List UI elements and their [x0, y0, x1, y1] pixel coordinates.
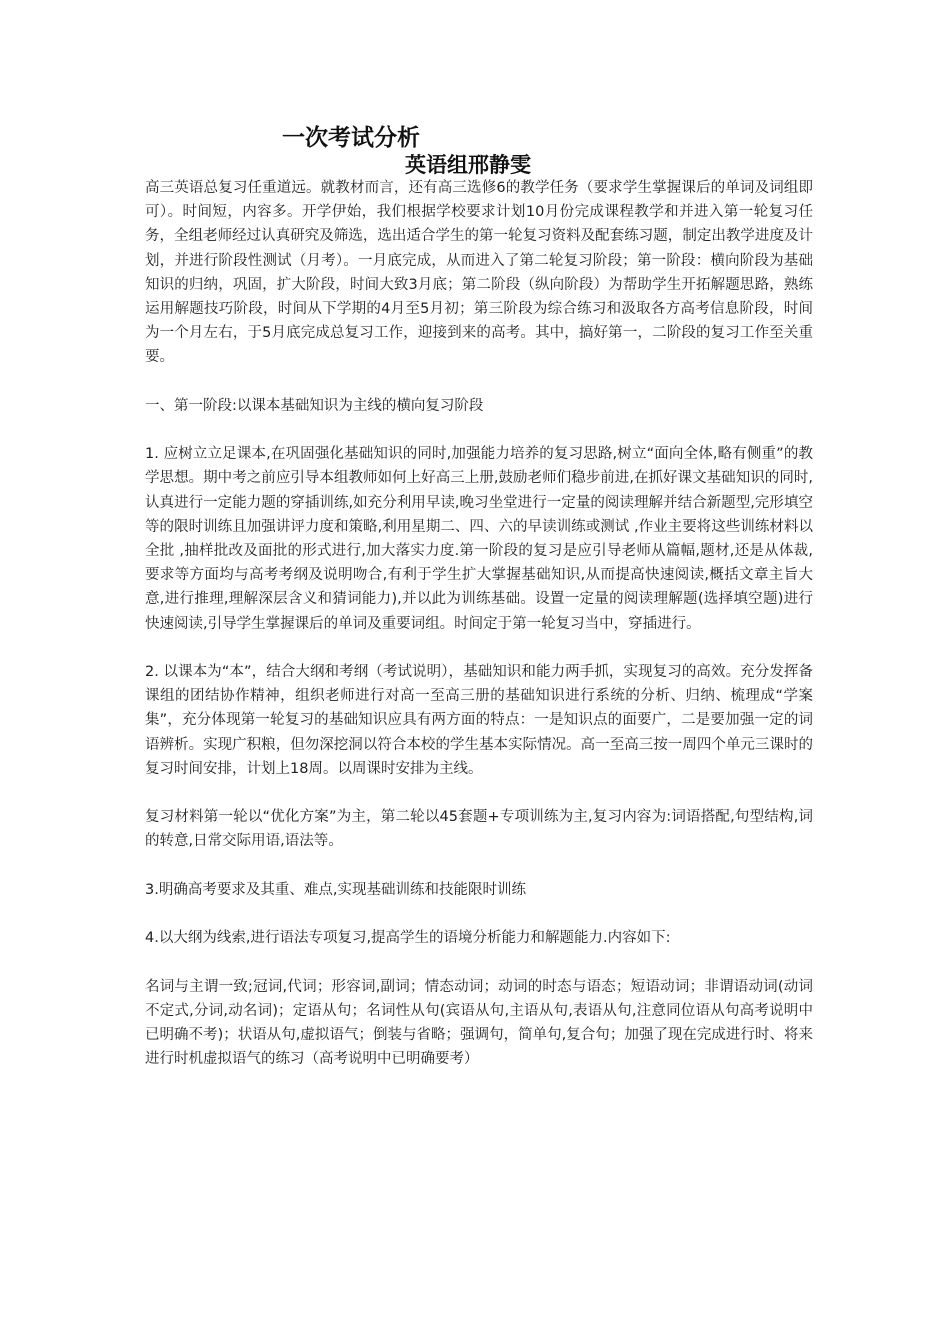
paragraph-spacer	[145, 781, 813, 805]
point-2-paragraph: 2. 以课本为“本”，结合大纲和考纲（考试说明），基础知识和能力两手抓，实现复习的高效。充分发挥备课组的团结协作精神，组织老师进行对高一至高三册的基础知识进行系统的分析、归纳、梳理成“学案集”，充分体现第一轮复习的基础知识应具有两方面的特点：一是知识点的面要广，二是要加强一定的词语辨析。实现广积粮，但勿深挖洞以符合本校的学生基本实际情况。高一至高三按一周四个单元三课时的复习时间安排，计划上18周。以周课时安排为主线。	[145, 664, 813, 777]
paragraph-spacer	[145, 854, 813, 878]
point-1-paragraph: 1. 应树立立足课本,在巩固强化基础知识的同时,加强能力培养的复习思路,树立“面向全体,略有侧重”的教学思想。期中考之前应引导本组教师如何上好高三上册,鼓励老师们稳步前进,在抓好课文基础知识的同时,认真进行一定能力题的穿插训练,如充分利用早读,晚习坐堂进行一定量的阅读理解并结合新题型,完形填空等的限时训练且加强讲评力度和策略,利用星期二、四、六的早读训练或测试 ,作业主要将这些训练材料以全批 ,抽样批改及面批的形式进行,加大落实力度.第一阶段的复习是应引导老师从篇幅,题材,还是从体裁,要求等方面均与高考考纲及说明吻合,有利于学生扩大掌握基础知识,从而提高快速阅读,概括文章主旨大意,进行推理,理解深层含义和猜词能力),并以此为训练基础。设置一定量的阅读理解题(选择填空题)进行快速阅读,引导学生掌握课后的单词及重要词组。时间定于第一轮复习当中，穿插进行。	[145, 446, 813, 632]
paragraph-spacer	[145, 950, 813, 974]
document-author: 英语组邢静雯	[405, 152, 531, 177]
document-body	[145, 176, 813, 1071]
paragraph-spacer	[145, 418, 813, 442]
document-title: 一次考试分析	[282, 124, 420, 151]
paragraph-spacer	[145, 370, 813, 394]
point-4-paragraph: 4.以大纲为线索,进行语法专项复习,提高学生的语境分析能力和解题能力.内容如下:	[145, 930, 671, 947]
materials-paragraph: 复习材料第一轮以“优化方案”为主，第二轮以45套题+专项训练为主,复习内容为:词语搭配,句型结构,词的转意,日常交际用语,语法等。	[145, 809, 813, 850]
section-heading: 一、第一阶段:以课本基础知识为主线的横向复习阶段	[145, 397, 484, 414]
paragraph-spacer	[145, 636, 813, 660]
intro-paragraph: 高三英语总复习任重道远。就教材而言，还有高三选修6的教学任务（要求学生掌握课后的单词及词组即可）。时间短，内容多。开学伊始，我们根据学校要求计划10月份完成课程教学和并进入第一轮复习任务，全组老师经过认真研究及筛选，选出适合学生的第一轮复习资料及配套练习题，制定出教学进度及计划，并进行阶段性测试（月考）。一月底完成，从而进入了第二轮复习阶段；第一阶段：横向阶段为基础知识的归纳，巩固，扩大阶段，时间大致3月底；第二阶段（纵向阶段）为帮助学生开拓解题思路，熟练运用解题技巧阶段，时间从下学期的4月至5月初；第三阶段为综合练习和汲取各方高考信息阶段，时间为一个月左右，于5月底完成总复习工作，迎接到来的高考。其中，搞好第一，二阶段的复习工作至关重要。	[145, 180, 813, 366]
point-3-paragraph: 3.明确高考要求及其重、难点,实现基础训练和技能限时训练	[145, 881, 526, 898]
paragraph-spacer	[145, 902, 813, 926]
grammar-topics-paragraph: 名词与主谓一致;冠词,代词；形容词,副词；情态动词；动词的时态与语态；短语动词；非谓语动词(动词不定式,分词,动名词)；定语从句；名词性从句(宾语从句,主语从句,表语从句,注意同位语从句高考说明中已明确不考)；状语从句,虚拟语气；倒装与省略；强调句，简单句,复合句；加强了现在完成进行时、将来进行时机虚拟语气的练习（高考说明中已明确要考）	[145, 978, 813, 1068]
